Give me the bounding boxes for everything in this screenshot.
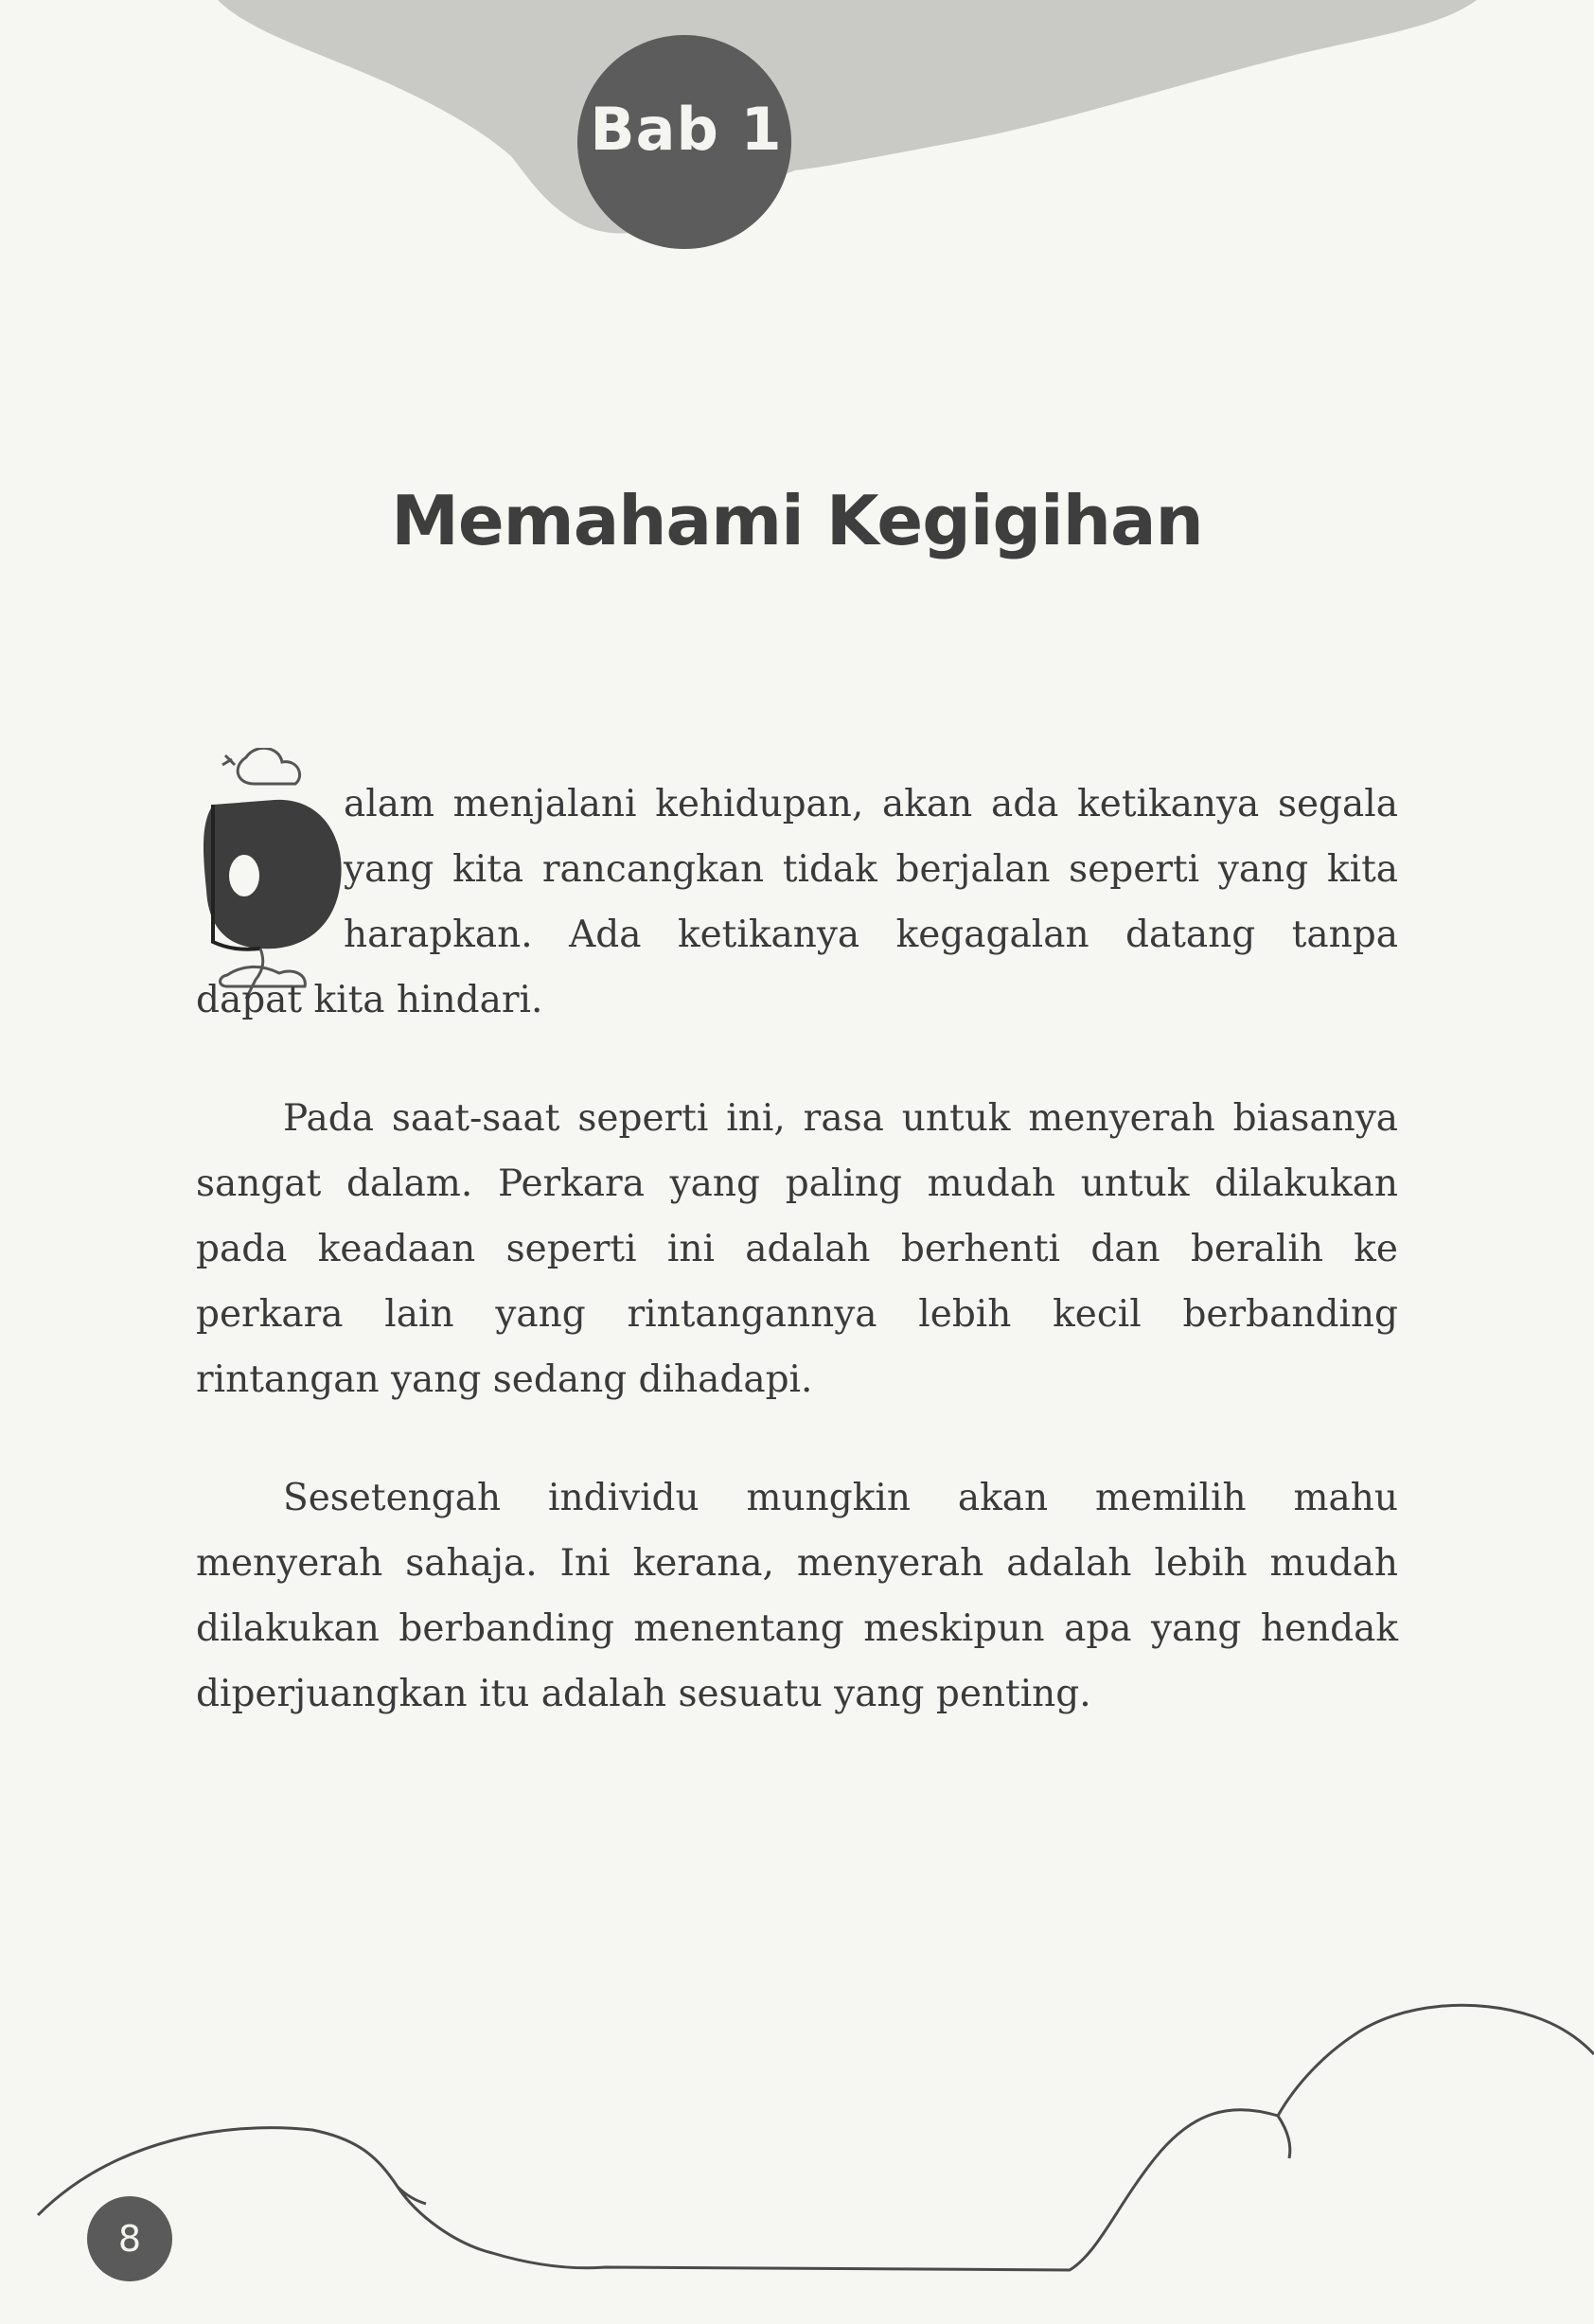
chapter-label: Bab 1	[590, 95, 783, 164]
paragraph-1	[196, 772, 1398, 1033]
bottom-cloud-decoration	[0, 1969, 1594, 2324]
paragraph-line: dapat kita hindari.	[196, 979, 543, 1021]
paragraph-line: perkara lain yang rintangannya lebih kecil berbanding	[196, 1293, 1398, 1336]
paragraph-line: rintangan yang sedang dihadapi.	[196, 1358, 813, 1401]
paragraph-line: alam menjalani kehidupan, akan ada ketikanya segala	[344, 783, 1398, 825]
paragraph-line: yang kita rancangkan tidak berjalan seperti yang kita	[344, 848, 1398, 891]
paragraph-2	[196, 1086, 1398, 1412]
chapter-title: Memahami Kegigihan	[391, 481, 1203, 560]
paragraph-3	[196, 1465, 1398, 1727]
paragraph-line: Pada saat-saat seperti ini, rasa untuk menyerah biasanya	[283, 1097, 1398, 1140]
paragraph-line: diperjuangkan itu adalah sesuatu yang penting.	[196, 1673, 1091, 1715]
paragraph-line: dilakukan berbanding menentang meskipun apa yang hendak	[196, 1607, 1398, 1650]
paragraph-line: menyerah sahaja. Ini kerana, menyerah adalah lebih mudah	[196, 1542, 1398, 1585]
paragraph-line: sangat dalam. Perkara yang paling mudah untuk dilakukan	[196, 1162, 1398, 1205]
page-number: 8	[87, 2196, 172, 2281]
paragraph-line: Sesetengah individu mungkin akan memilih mahu	[283, 1477, 1398, 1519]
paragraph-line: pada keadaan seperti ini adalah berhenti dan beralih ke	[196, 1228, 1398, 1270]
paragraph-line: harapkan. Ada ketikanya kegagalan datang tanpa	[344, 914, 1398, 956]
